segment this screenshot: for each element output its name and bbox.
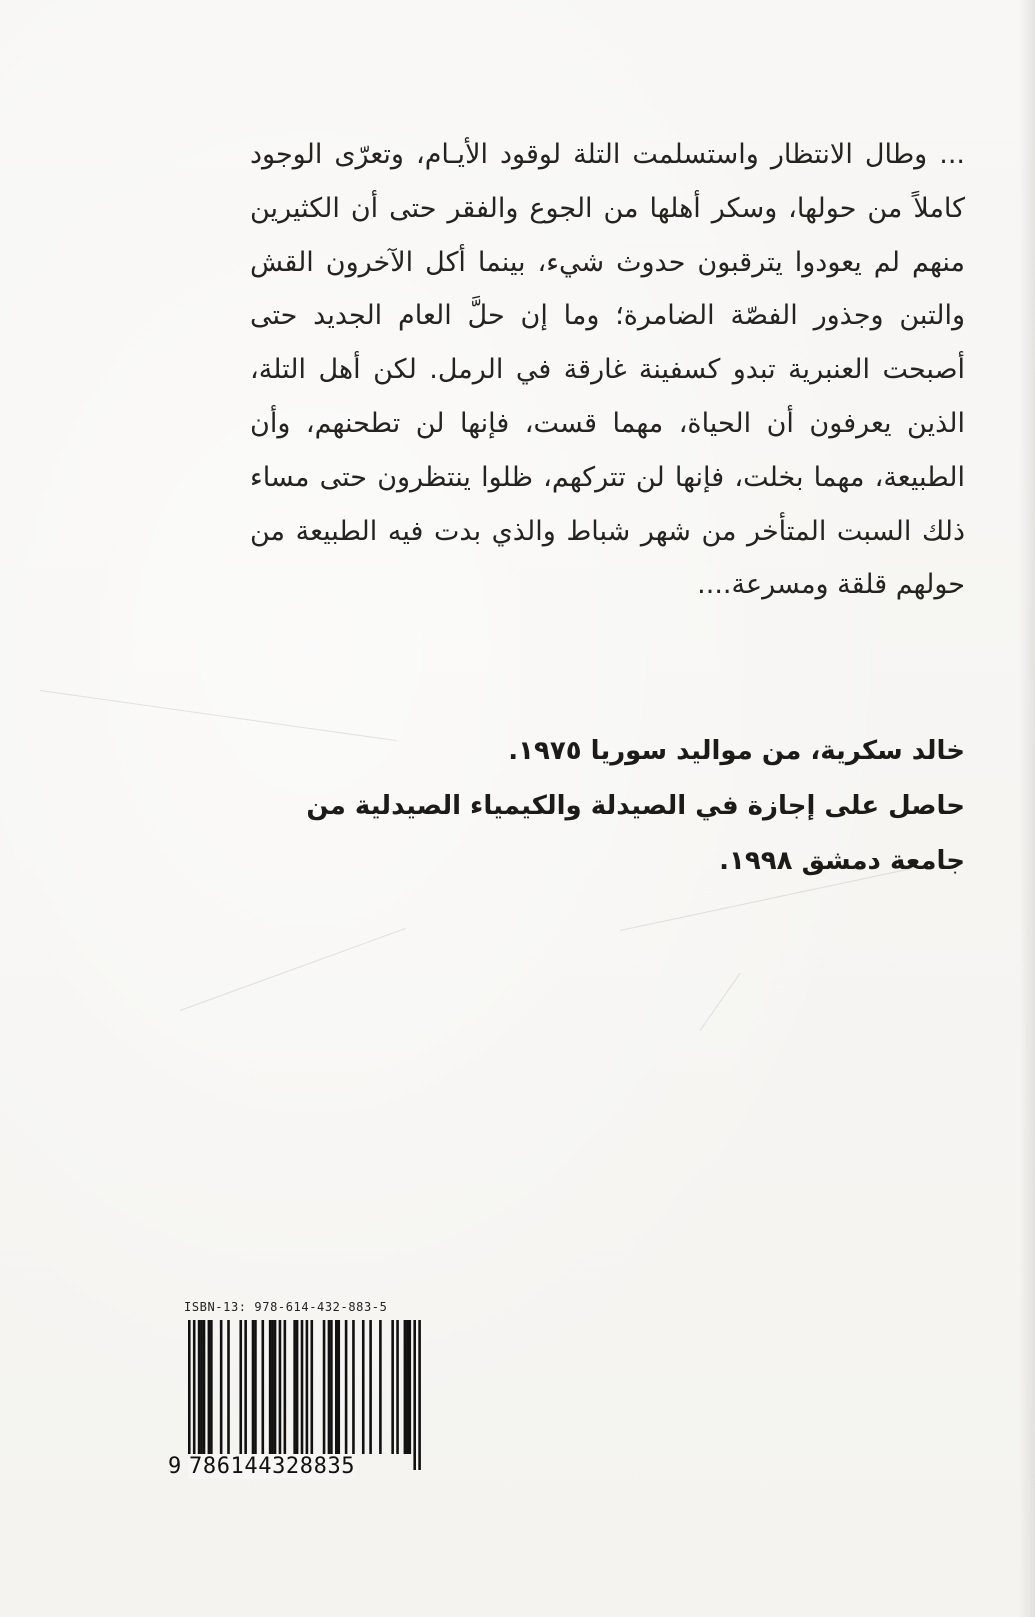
barcode-bar bbox=[269, 1320, 272, 1454]
barcode-bar bbox=[311, 1320, 314, 1454]
barcode-first-digit: 9 bbox=[168, 1454, 182, 1479]
author-bio-line: حاصل على إجازة في الصيدلة والكيمياء الصيدلية من جامعة دمشق ١٩٩٨. bbox=[306, 791, 965, 876]
barcode-bar bbox=[404, 1320, 407, 1454]
barcode-bar bbox=[198, 1320, 201, 1454]
barcode-bar bbox=[227, 1320, 230, 1454]
barcode-bar bbox=[413, 1320, 416, 1470]
barcode-bar bbox=[193, 1320, 196, 1470]
barcode-bar bbox=[262, 1320, 265, 1454]
barcode-bar bbox=[379, 1320, 382, 1454]
barcode-bar bbox=[274, 1320, 277, 1454]
barcode-bar bbox=[203, 1320, 206, 1454]
barcode-bar bbox=[418, 1320, 421, 1470]
barcode-bar bbox=[239, 1320, 242, 1454]
barcode-bar bbox=[362, 1320, 365, 1454]
author-bio-line: خالد سكرية، من مواليد سوريا ١٩٧٥. bbox=[508, 736, 965, 766]
isbn-barcode bbox=[168, 1300, 424, 1490]
barcode-bar bbox=[296, 1320, 299, 1454]
barcode-number: 786144328835 bbox=[189, 1454, 356, 1479]
barcode-bar bbox=[352, 1320, 355, 1454]
blurb-paragraph: ... وطال الانتظار واستسلمت التلة لوقود الأيـام، وتعرّى الوجود كاملاً من حولها، وسكر أهلها من الجوع والفقر حتى أن الكثيرين منهم لم يعودوا يترقبون حدوث شيء، بينما أكل الآخرون القش والتبن وجذور الفصّة الضامرة؛ وما إن حلَّ العام الجديد حتى أصبحت العنبرية تبدو كسفينة غارقة في الرمل. لكن أهل التلة، الذين يعرفون أن الحياة، مهما قست، فإنها لن تطحنهم، وأن الطبيعة، مهما بخلت، فإنها لن تتركهم، ظلوا ينتظرون حتى مساء ذلك السبت المتأخر من شهر شباط والذي بدت فيه الطبيعة من حولهم قلقة ومسرعة.... bbox=[250, 139, 965, 601]
barcode-bar bbox=[391, 1320, 394, 1454]
barcode-bar bbox=[254, 1320, 257, 1454]
barcode-bar bbox=[330, 1320, 333, 1454]
barcode-bar bbox=[369, 1320, 372, 1454]
barcode-bar bbox=[188, 1320, 191, 1470]
author-bio bbox=[250, 724, 965, 889]
barcode-bar bbox=[220, 1320, 223, 1454]
barcode-bar bbox=[345, 1320, 348, 1454]
isbn-label: ISBN-13: 978-614-432-883-5 bbox=[184, 1300, 388, 1314]
barcode-bar bbox=[396, 1320, 399, 1454]
barcode-bar bbox=[328, 1320, 331, 1454]
barcode-bar bbox=[244, 1320, 247, 1454]
barcode-bar bbox=[279, 1320, 282, 1454]
barcode-bar bbox=[210, 1320, 213, 1454]
book-blurb bbox=[250, 128, 965, 612]
barcode-bar bbox=[323, 1320, 326, 1454]
barcode-bar bbox=[293, 1320, 296, 1454]
barcode-bar bbox=[271, 1320, 274, 1454]
barcode-bar bbox=[406, 1320, 409, 1454]
barcode-bar bbox=[409, 1320, 412, 1454]
barcode-bars bbox=[168, 1320, 424, 1472]
barcode-bar bbox=[306, 1320, 309, 1470]
barcode-bar bbox=[200, 1320, 203, 1454]
barcode-bar bbox=[301, 1320, 304, 1470]
barcode-bar bbox=[208, 1320, 211, 1454]
barcode-bar bbox=[337, 1320, 340, 1454]
paper-scuff-mark bbox=[180, 928, 406, 1011]
barcode-bar bbox=[284, 1320, 287, 1454]
paper-scuff-mark bbox=[700, 973, 741, 1031]
barcode-bar bbox=[252, 1320, 255, 1454]
barcode-digits bbox=[168, 1454, 424, 1488]
barcode-bar bbox=[335, 1320, 338, 1454]
cover-edge-shadow bbox=[1019, 0, 1035, 1617]
